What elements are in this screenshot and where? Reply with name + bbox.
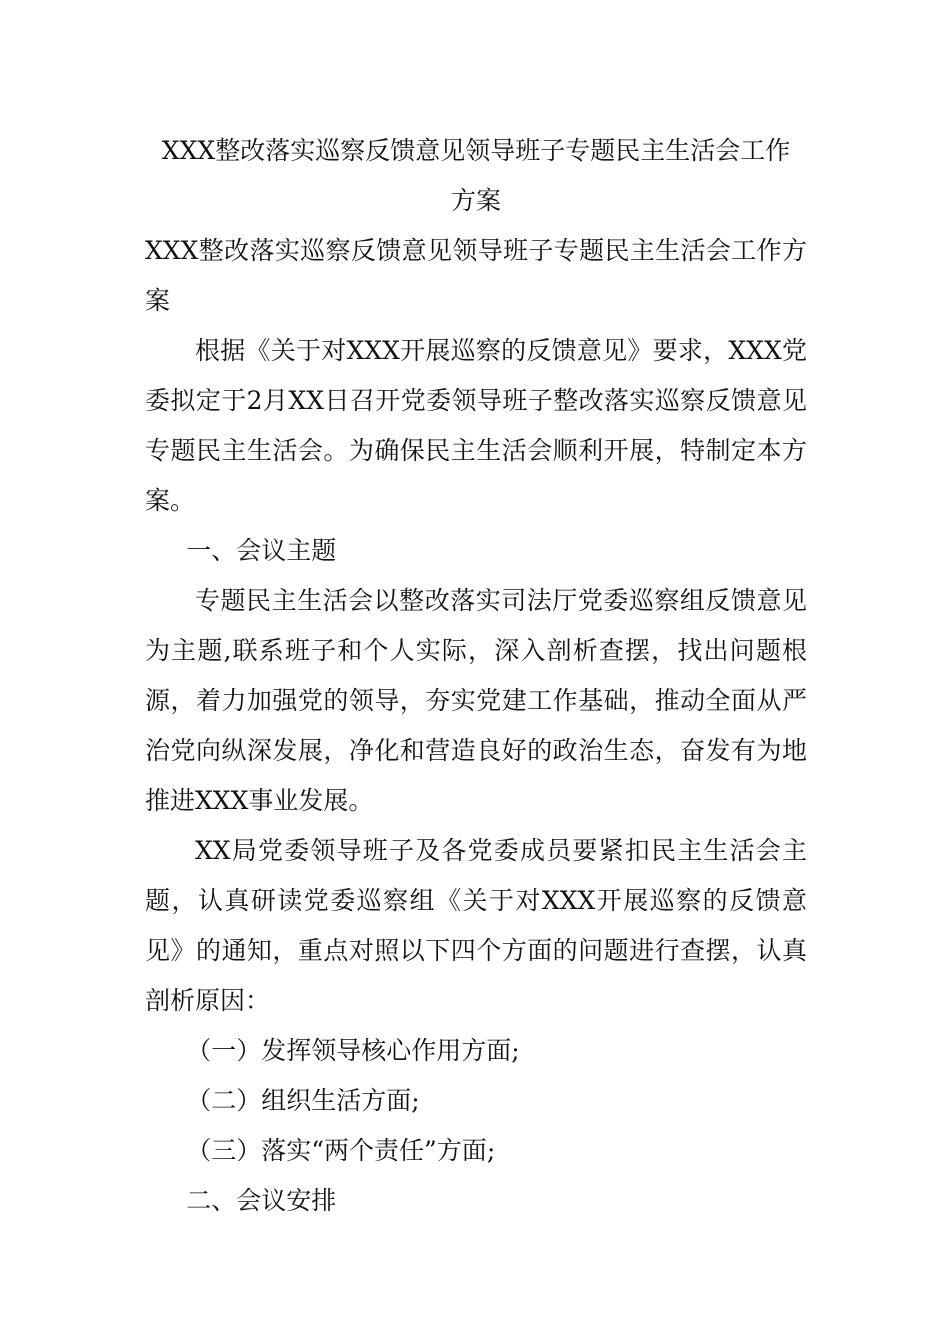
title-line-1: XXX整改落实巡察反馈意见领导班子专题民主生活会工作 — [161, 136, 791, 165]
title-line-2: 方案 — [450, 186, 501, 215]
list-item-2: （二）组织生活方面; — [186, 1086, 420, 1115]
section1-paragraph-1: 专题民主生活会以整改落实司法厅党委巡察组反馈意见为主题,联系班子和个人实际，深入剖析查摆，找出问题根源，着力加强党的领导，夯实党建工作基础，推动全面从严治党向纵深发展，净化和营造良好的政治生态，奋发有为地推进XXX事业发展。 — [145, 586, 807, 815]
section-heading-2: 二、会议安排 — [186, 1186, 337, 1215]
list-item-1: （一）发挥领导核心作用方面; — [186, 1036, 520, 1065]
document-title — [145, 126, 807, 226]
section-heading-1: 一、会议主题 — [186, 536, 337, 565]
list-item-3: （三）落实“两个责任”方面; — [186, 1136, 496, 1165]
document-subtitle: XXX整改落实巡察反馈意见领导班子专题民主生活会工作方案 — [145, 236, 807, 315]
section1-paragraph-2: XX局党委领导班子及各党委成员要紧扣民主生活会主题，认真研读党委巡察组《关于对XXX开展巡察的反馈意见》的通知，重点对照以下四个方面的问题进行查摆，认真剖析原因： — [145, 836, 807, 1015]
document-body — [145, 126, 807, 1226]
intro-paragraph: 根据《关于对XXX开展巡察的反馈意见》要求，XXX党委拟定于2月XX日召开党委领导班子整改落实巡察反馈意见专题民主生活会。为确保民主生活会顺利开展，特制定本方案。 — [145, 336, 807, 515]
